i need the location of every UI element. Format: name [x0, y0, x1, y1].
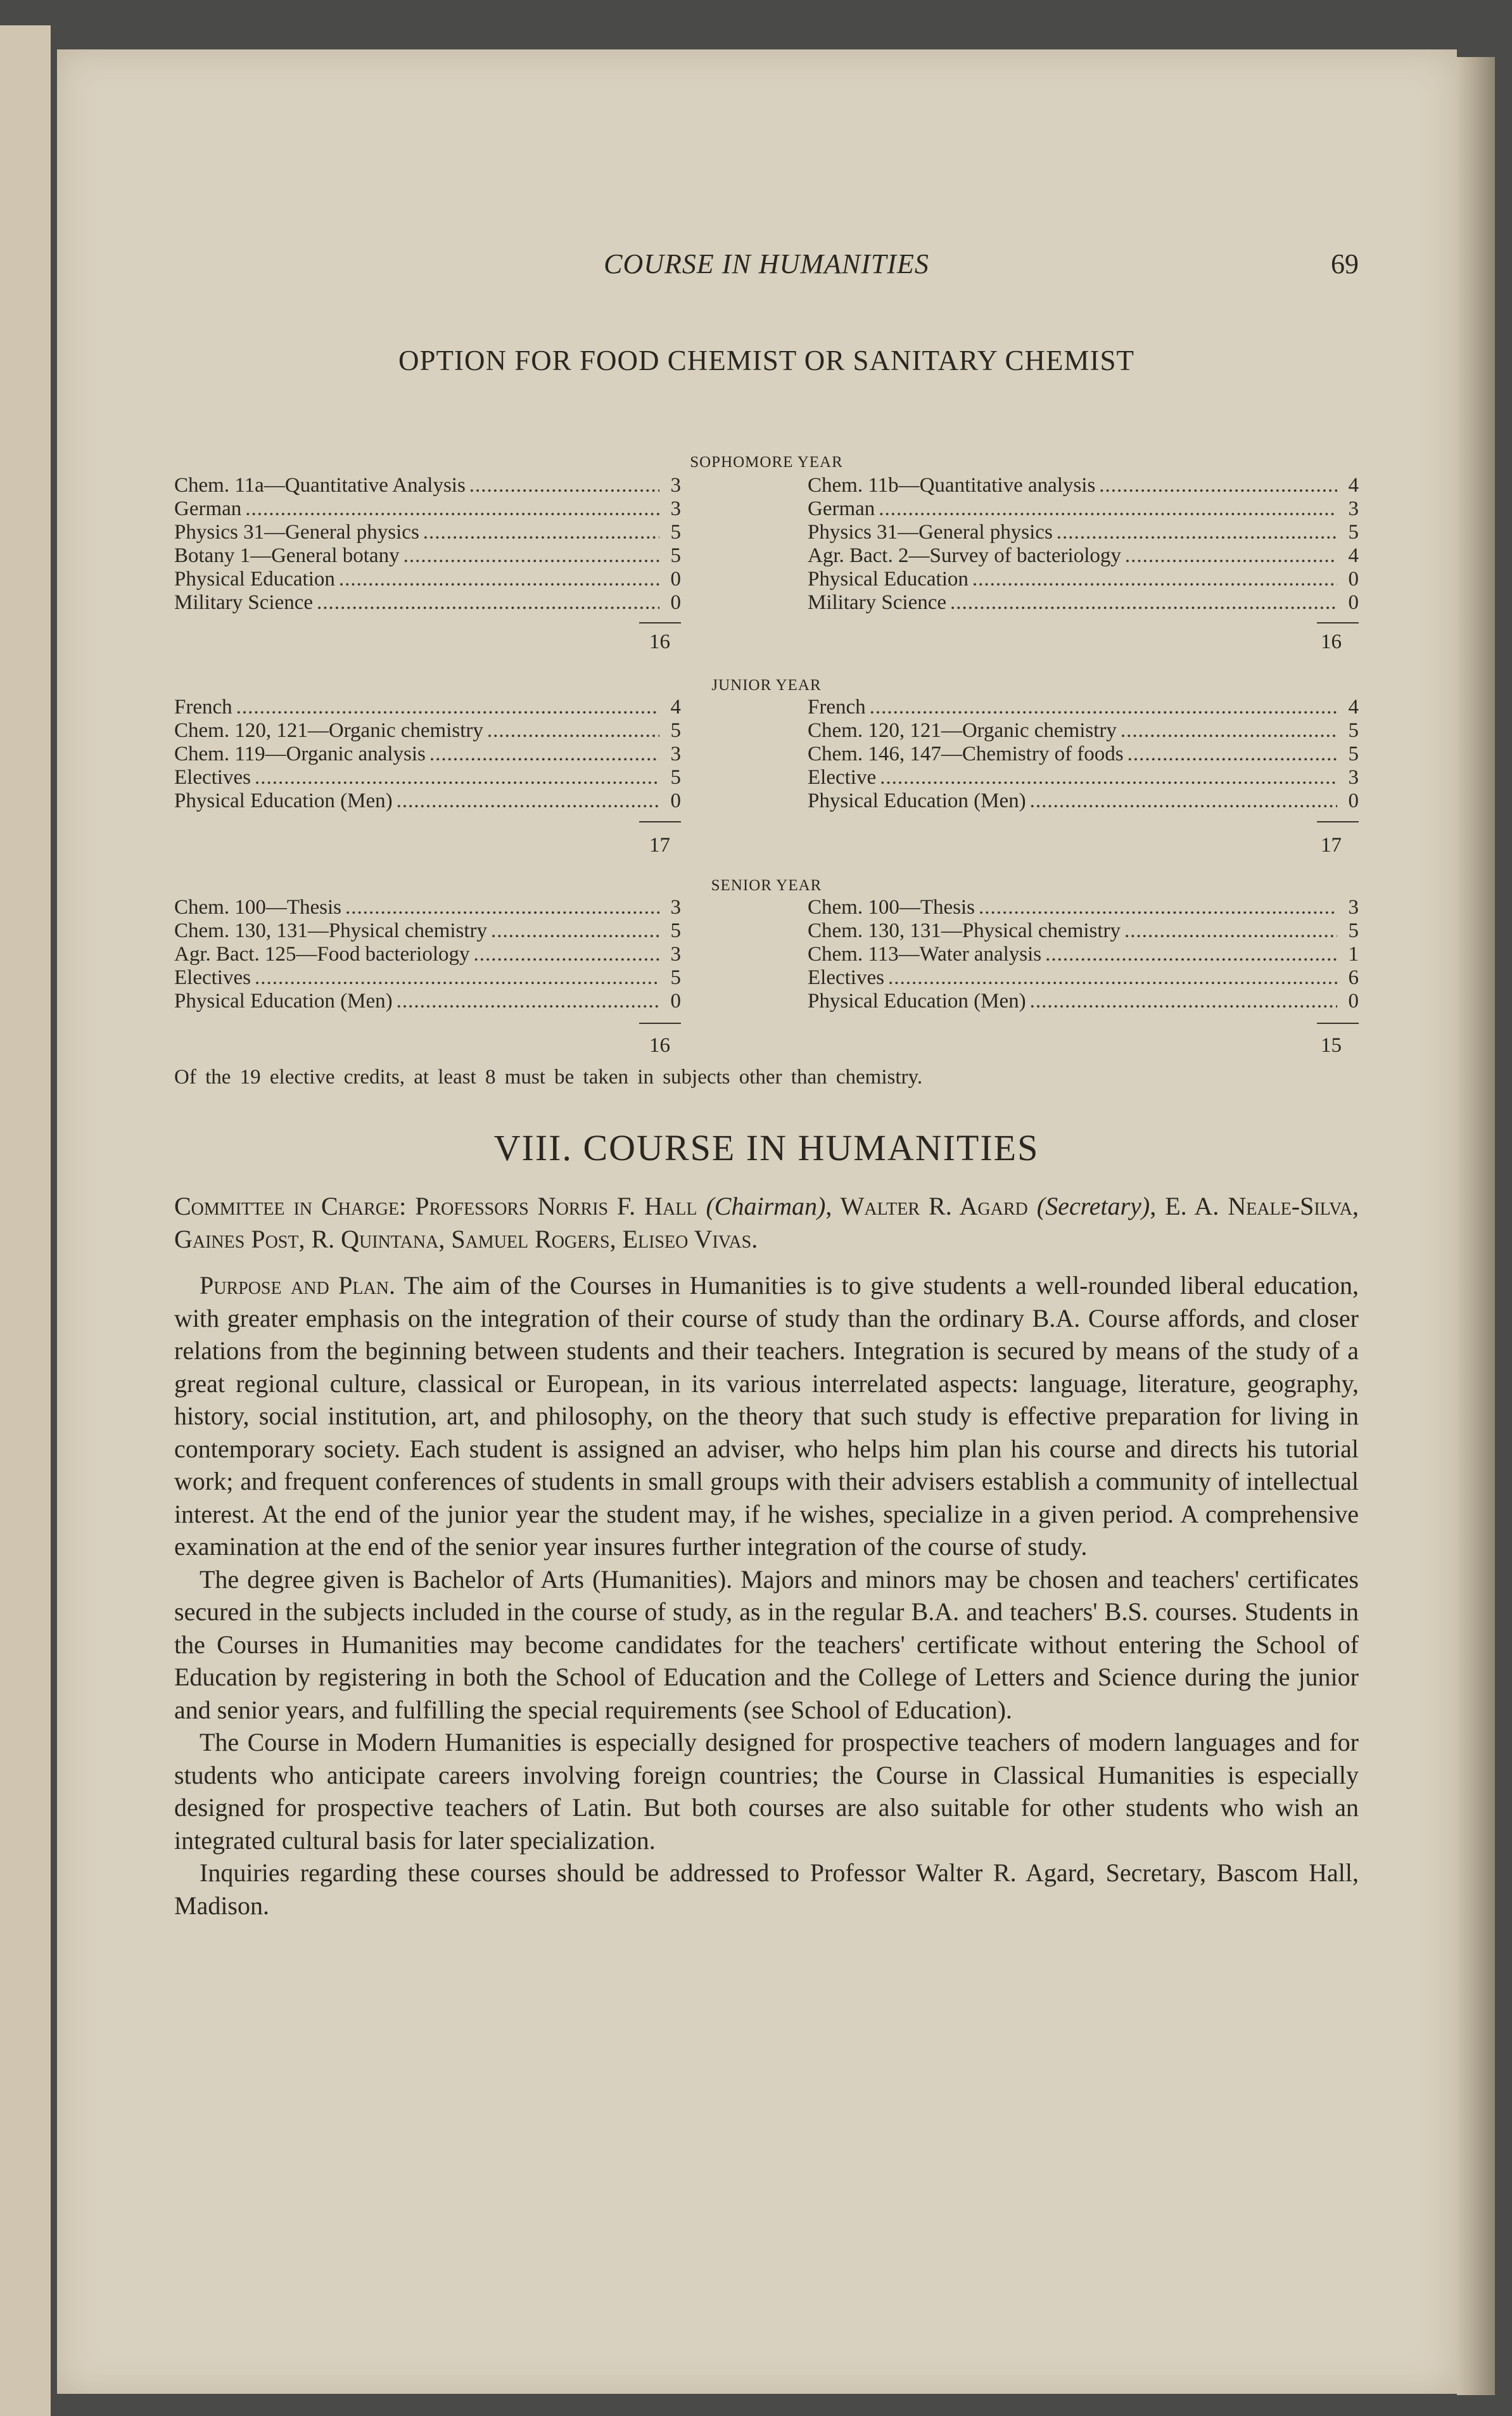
course-row: [174, 719, 681, 743]
course-credits: 0: [1348, 990, 1359, 1013]
running-head: [174, 248, 1359, 292]
sophomore-left-list: [174, 474, 681, 615]
committee-agard: , Walter R. Agard: [825, 1192, 1028, 1220]
course-credits: 0: [670, 990, 681, 1013]
course-credits: 0: [670, 568, 681, 591]
dot-leader: [1057, 521, 1337, 544]
course-row: [174, 766, 681, 789]
course-name: Physical Education (Men): [808, 789, 1026, 812]
course-name: German: [174, 497, 242, 520]
course-row: [808, 919, 1359, 943]
page: [57, 49, 1457, 2394]
course-row: [808, 789, 1359, 813]
course-credits: 3: [670, 943, 681, 966]
sophomore-right-total: 16: [1321, 630, 1342, 653]
committee-rest: , E. A. Neale-Silva, Gaines Post, R. Quintana, Samuel Rogers, Eliseo Vivas.: [174, 1192, 1359, 1253]
junior-left-rule: [639, 821, 681, 822]
course-credits: 4: [1348, 544, 1359, 567]
course-credits: 5: [670, 966, 681, 989]
course-credits: 5: [670, 719, 681, 742]
course-name: Military Science: [808, 591, 947, 614]
course-name: Electives: [174, 966, 251, 989]
dot-leader: [474, 943, 659, 966]
course-credits: 4: [1348, 474, 1359, 497]
junior-right-list: [808, 696, 1359, 813]
junior-right-total: 17: [1321, 834, 1342, 857]
junior-year-heading: JUNIOR YEAR: [711, 677, 822, 694]
course-credits: 1: [1348, 943, 1359, 966]
course-credits: 4: [1348, 696, 1359, 719]
purpose-lead: Purpose and Plan.: [200, 1271, 395, 1300]
course-name: Elective: [808, 766, 877, 789]
course-credits: 0: [1348, 568, 1359, 591]
course-credits: 5: [1348, 719, 1359, 742]
course-credits: 0: [670, 591, 681, 614]
right-page-edge: [1457, 57, 1495, 2395]
junior-right-rule: [1317, 821, 1359, 822]
course-row: [174, 943, 681, 966]
dot-leader: [423, 521, 659, 544]
course-name: Military Science: [174, 591, 314, 614]
committee-lead: Committee in Charge: Professors Norris F. Hall: [174, 1192, 697, 1220]
course-name: Physical Education (Men): [174, 789, 393, 812]
dot-leader: [1125, 544, 1337, 568]
course-credits: 0: [1348, 591, 1359, 614]
course-name: Agr. Bact. 125—Food bacteriology: [174, 943, 470, 966]
dot-leader: [255, 966, 659, 990]
course-row: [808, 521, 1359, 544]
course-credits: 5: [670, 766, 681, 789]
course-name: Physics 31—General physics: [174, 521, 419, 544]
course-name: Electives: [174, 766, 251, 789]
left-page-edge: [0, 25, 51, 2416]
course-row: [174, 696, 681, 719]
course-row: [808, 896, 1359, 919]
course-name: Electives: [808, 966, 884, 989]
course-row: [174, 990, 681, 1013]
course-name: Physical Education (Men): [808, 990, 1026, 1013]
dot-leader: [469, 474, 659, 497]
course-name: Chem. 113—Water analysis: [808, 943, 1042, 966]
course-credits: 0: [670, 789, 681, 812]
course-name: Chem. 119—Organic analysis: [174, 743, 426, 765]
course-credits: 0: [1348, 789, 1359, 812]
paragraph-degree: The degree given is Bachelor of Arts (Humanities). Majors and minors may be chosen and teachers' certificates secured in the subjects included in the course of study, as in the regular B.A. and teachers' B.S. courses. Students in the Courses in Humanities may become candidates for the teachers' certificate without entering the School of Education by registering in both the School of Education and the College of Letters and Science during the junior and senior years, and fulfilling the special requirements (see School of Education).: [174, 1564, 1359, 1724]
course-row: [808, 766, 1359, 789]
body-text: [174, 1269, 1359, 1922]
senior-left-list: [174, 896, 681, 1013]
dot-leader: [1128, 743, 1337, 766]
left-page-fragments: [0, 25, 51, 2416]
course-credits: 5: [1348, 521, 1359, 544]
junior-left-total: 17: [649, 834, 670, 857]
page-number: 69: [1331, 248, 1359, 279]
dot-leader: [879, 497, 1337, 521]
senior-left-rule: [639, 1023, 681, 1024]
sophomore-left-total: 16: [649, 630, 670, 653]
dot-leader: [339, 568, 659, 591]
course-name: Chem. 146, 147—Chemistry of foods: [808, 743, 1124, 765]
course-row: [808, 591, 1359, 615]
committee-secretary: (Secretary): [1036, 1192, 1150, 1220]
course-row: [174, 591, 681, 615]
course-row: [174, 521, 681, 544]
course-row: [808, 943, 1359, 966]
course-name: Chem. 11a—Quantitative Analysis: [174, 474, 466, 497]
course-row: [174, 544, 681, 568]
course-credits: 4: [670, 696, 681, 719]
sophomore-right-list: [808, 474, 1359, 615]
senior-right-total: 15: [1321, 1034, 1342, 1057]
course-name: Physical Education (Men): [174, 990, 393, 1013]
committee-chairman: (Chairman): [706, 1192, 826, 1220]
course-row: [808, 497, 1359, 521]
dot-leader: [950, 591, 1337, 615]
course-row: [174, 743, 681, 766]
dot-leader: [979, 896, 1337, 919]
course-credits: 3: [670, 896, 681, 919]
dot-leader: [880, 766, 1337, 789]
course-name: Chem. 120, 121—Organic chemistry: [174, 719, 483, 742]
section-title: VIII. COURSE IN HUMANITIES: [493, 1127, 1039, 1168]
course-row: [174, 789, 681, 813]
course-name: French: [808, 696, 866, 719]
course-credits: 5: [670, 919, 681, 942]
dot-leader: [245, 497, 659, 521]
dot-leader: [972, 568, 1337, 591]
course-credits: 3: [1348, 766, 1359, 789]
course-credits: 5: [1348, 919, 1359, 942]
course-name: Chem. 120, 121—Organic chemistry: [808, 719, 1117, 742]
sophomore-right-rule: [1317, 622, 1359, 623]
dot-leader: [1099, 474, 1337, 497]
course-row: [174, 966, 681, 990]
dot-leader: [1124, 919, 1337, 943]
course-credits: 3: [670, 497, 681, 520]
paragraph-inquiries: Inquiries regarding these courses should be addressed to Professor Walter R. Agard, Secretary, Bascom Hall, Madison.: [174, 1858, 1359, 1920]
course-name: Chem. 11b—Quantitative analysis: [808, 474, 1096, 497]
course-credits: 3: [1348, 896, 1359, 919]
course-row: [808, 696, 1359, 719]
dot-leader: [888, 966, 1337, 990]
dot-leader: [403, 544, 659, 568]
dot-leader: [870, 696, 1337, 719]
course-row: [808, 966, 1359, 990]
course-name: Physics 31—General physics: [808, 521, 1053, 544]
sophomore-left-rule: [639, 622, 681, 623]
elective-note: Of the 19 elective credits, at least 8 must be taken in subjects other than chemistry.: [174, 1066, 923, 1089]
dot-leader: [1121, 719, 1337, 743]
course-name: Chem. 100—Thesis: [174, 896, 341, 919]
option-title: OPTION FOR FOOD CHEMIST OR SANITARY CHEMIST: [398, 345, 1135, 376]
course-name: French: [174, 696, 232, 719]
dot-leader: [345, 896, 659, 919]
course-name: Botany 1—General botany: [174, 544, 400, 567]
course-credits: 5: [1348, 743, 1359, 765]
course-credits: 3: [670, 743, 681, 765]
course-credits: 3: [1348, 497, 1359, 520]
course-row: [808, 719, 1359, 743]
senior-left-total: 16: [649, 1034, 670, 1057]
course-credits: 6: [1348, 966, 1359, 989]
purpose-text: The aim of the Courses in Humanities is to give students a well-rounded liberal education, with greater emphasis on the integration of their course of study than the ordinary B.A. Course affords, and closer relations from the beginning between students and their teachers. Integration is secured by means of the study of a great regional culture, classical or European, in its various interrelated aspects: language, literature, geography, history, social institution, art, and philosophy, on the theory that such study is effective preparation for living in contemporary society. Each student is assigned an adviser, who helps him plan his course and directs his tutorial work; and frequent conferences of students in small groups with their advisers establish a community of intellectual interest. At the end of the junior year the student may, if he wishes, specialize in a given period. A comprehensive examination at the end of the senior year insures further integration of the course of study.: [174, 1271, 1359, 1561]
dot-leader: [397, 789, 659, 813]
course-row: [808, 568, 1359, 591]
course-name: Physical Education: [808, 568, 969, 591]
course-row: [808, 474, 1359, 497]
course-row: [174, 896, 681, 919]
senior-year-heading: SENIOR YEAR: [711, 877, 822, 894]
course-name: Chem. 130, 131—Physical chemistry: [808, 919, 1121, 942]
course-row: [808, 743, 1359, 766]
dot-leader: [1030, 990, 1337, 1013]
sophomore-year-heading: SOPHOMORE YEAR: [690, 454, 843, 471]
dot-leader: [491, 919, 659, 943]
dot-leader: [255, 766, 659, 789]
course-credits: 5: [670, 544, 681, 567]
course-row: [174, 919, 681, 943]
dot-leader: [487, 719, 659, 743]
senior-right-rule: [1317, 1023, 1359, 1024]
course-credits: 5: [670, 521, 681, 544]
course-name: German: [808, 497, 875, 520]
course-name: Chem. 130, 131—Physical chemistry: [174, 919, 488, 942]
paragraph-purpose: [174, 1269, 1359, 1563]
paragraph-modern-classical: The Course in Modern Humanities is especially designed for prospective teachers of modern languages and for students who anticipate careers involving foreign countries; the Course in Classical Humanities is especially designed for prospective teachers of Latin. But both courses are also suitable for other students who wish an integrated cultural basis for later specialization.: [174, 1728, 1359, 1855]
course-credits: 3: [670, 474, 681, 497]
course-row: [808, 544, 1359, 568]
course-row: [174, 568, 681, 591]
course-row: [808, 990, 1359, 1013]
course-row: [174, 497, 681, 521]
course-name: Agr. Bact. 2—Survey of bacteriology: [808, 544, 1121, 567]
course-name: Physical Education: [174, 568, 335, 591]
dot-leader: [1030, 789, 1337, 813]
dot-leader: [397, 990, 659, 1013]
dot-leader: [317, 591, 659, 615]
course-row: [174, 474, 681, 497]
dot-leader: [429, 743, 659, 766]
dot-leader: [1045, 943, 1337, 966]
dot-leader: [236, 696, 659, 719]
course-name: Chem. 100—Thesis: [808, 896, 975, 919]
junior-left-list: [174, 696, 681, 813]
senior-right-list: [808, 896, 1359, 1013]
running-head-title: COURSE IN HUMANITIES: [604, 248, 929, 279]
committee-paragraph: [174, 1190, 1359, 1256]
